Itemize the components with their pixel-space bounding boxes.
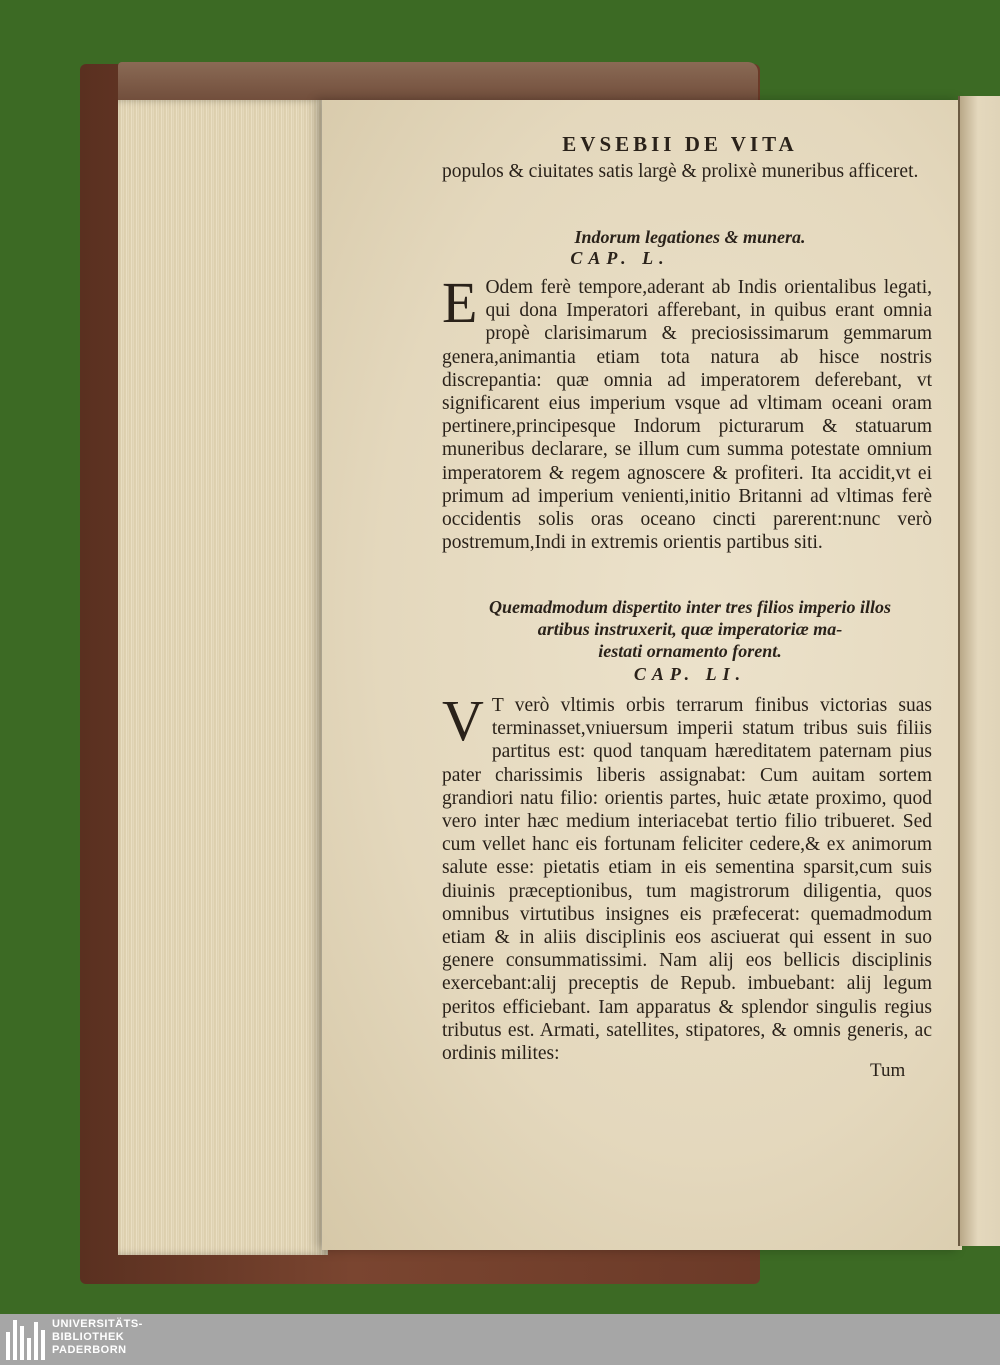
library-name-line2: BIBLIOTHEK [52,1331,125,1343]
section-1-text: Odem ferè tempore,aderant ab Indis orientalibus legati, qui dona Imperatori afferebant, in quibus erant omnia propè clarisimarum & preciosissimarum gemmarum genera,animantia etiam tota natura ab hisce nostris discrepantia: quæ omnia ad imperatorem deferebant, vt significarent eius imperium vsque ad vltimam oceani oram pertinere,principesque Indorum picturarum & statuarum muneribus declarare, se illum cum summa potestate omnium imperatorem & regem agnoscere & profiteri. Ita accidit,vt ei primum ad imperium venienti,initio Britanni ad vltimas ferè occidentis solis oras oceano cincti parerent:nunc verò postremum,Indi in extremis orientis partibus siti. [442,277,932,554]
library-name [52,1318,143,1357]
section-2-text: T verò vltimis orbis terrarum finibus victorias suas terminasset,vniuersum imperii statum tribus suis filiis partitus est: quod tanquam hæreditatem paternam pius pater charissimis liberis assignabat: Cum auitam sortem grandiori natu filio: orientis partes, huic ætate proximo, quod vero inter hæc medium interiacebat tertio filio tribueret. Sed cum vellet hanc eis fortunam feliciter cedere,& ex animorum salute esse: pietatis etiam in eis sementina sparsit,cum suis diuinis præceptionibus, tum magistrorum diligentia, quos omnibus virtutibus insignes eis præfecerat: quemadmodum etiam & in aliis disciplinis eos asciuerat qui essent in suo genere consummatissimi. Nam alij eos bellicis disciplinis exercebant:alij preceptis de Repub. imbuebant: alij legum peritos efficiebant. Iam apparatus & splendor singulis regius tributus est. Armati, satellites, stipatores, & omnis generis, ac ordinis milites: [442,695,932,1065]
section-2-cap: CAP. LI. [633,664,747,684]
page-edges [118,100,328,1255]
section-2-heading-line1: Quemadmodum dispertito inter tres filios imperio illos [488,597,892,617]
library-name-line3: PADERBORN [52,1344,127,1356]
section-2-heading-line2: artibus instruxerit, quæ imperatoriæ ma- [537,619,843,639]
section-1-cap: CAP. L. [570,248,670,268]
facing-page-edge [958,96,1000,1246]
section-1-heading: Indorum legationes & munera. [574,227,806,247]
running-head: EVSEBII DE VITA [562,132,798,156]
section-1-dropcap: E [442,270,478,335]
intro-text: populos & ciuitates satis largè & prolixè muneribus afficeret. [442,161,919,182]
section-1-body [442,270,932,554]
library-footer [0,1314,1000,1365]
catchword: Tum [870,1060,906,1081]
library-logo-icon [6,1318,46,1360]
section-2-heading-line3: iestati ornamento forent. [598,641,782,661]
section-2-body [442,688,932,1065]
library-name-line1: UNIVERSITÄTS- [52,1318,143,1330]
section-2-dropcap: V [442,688,484,753]
